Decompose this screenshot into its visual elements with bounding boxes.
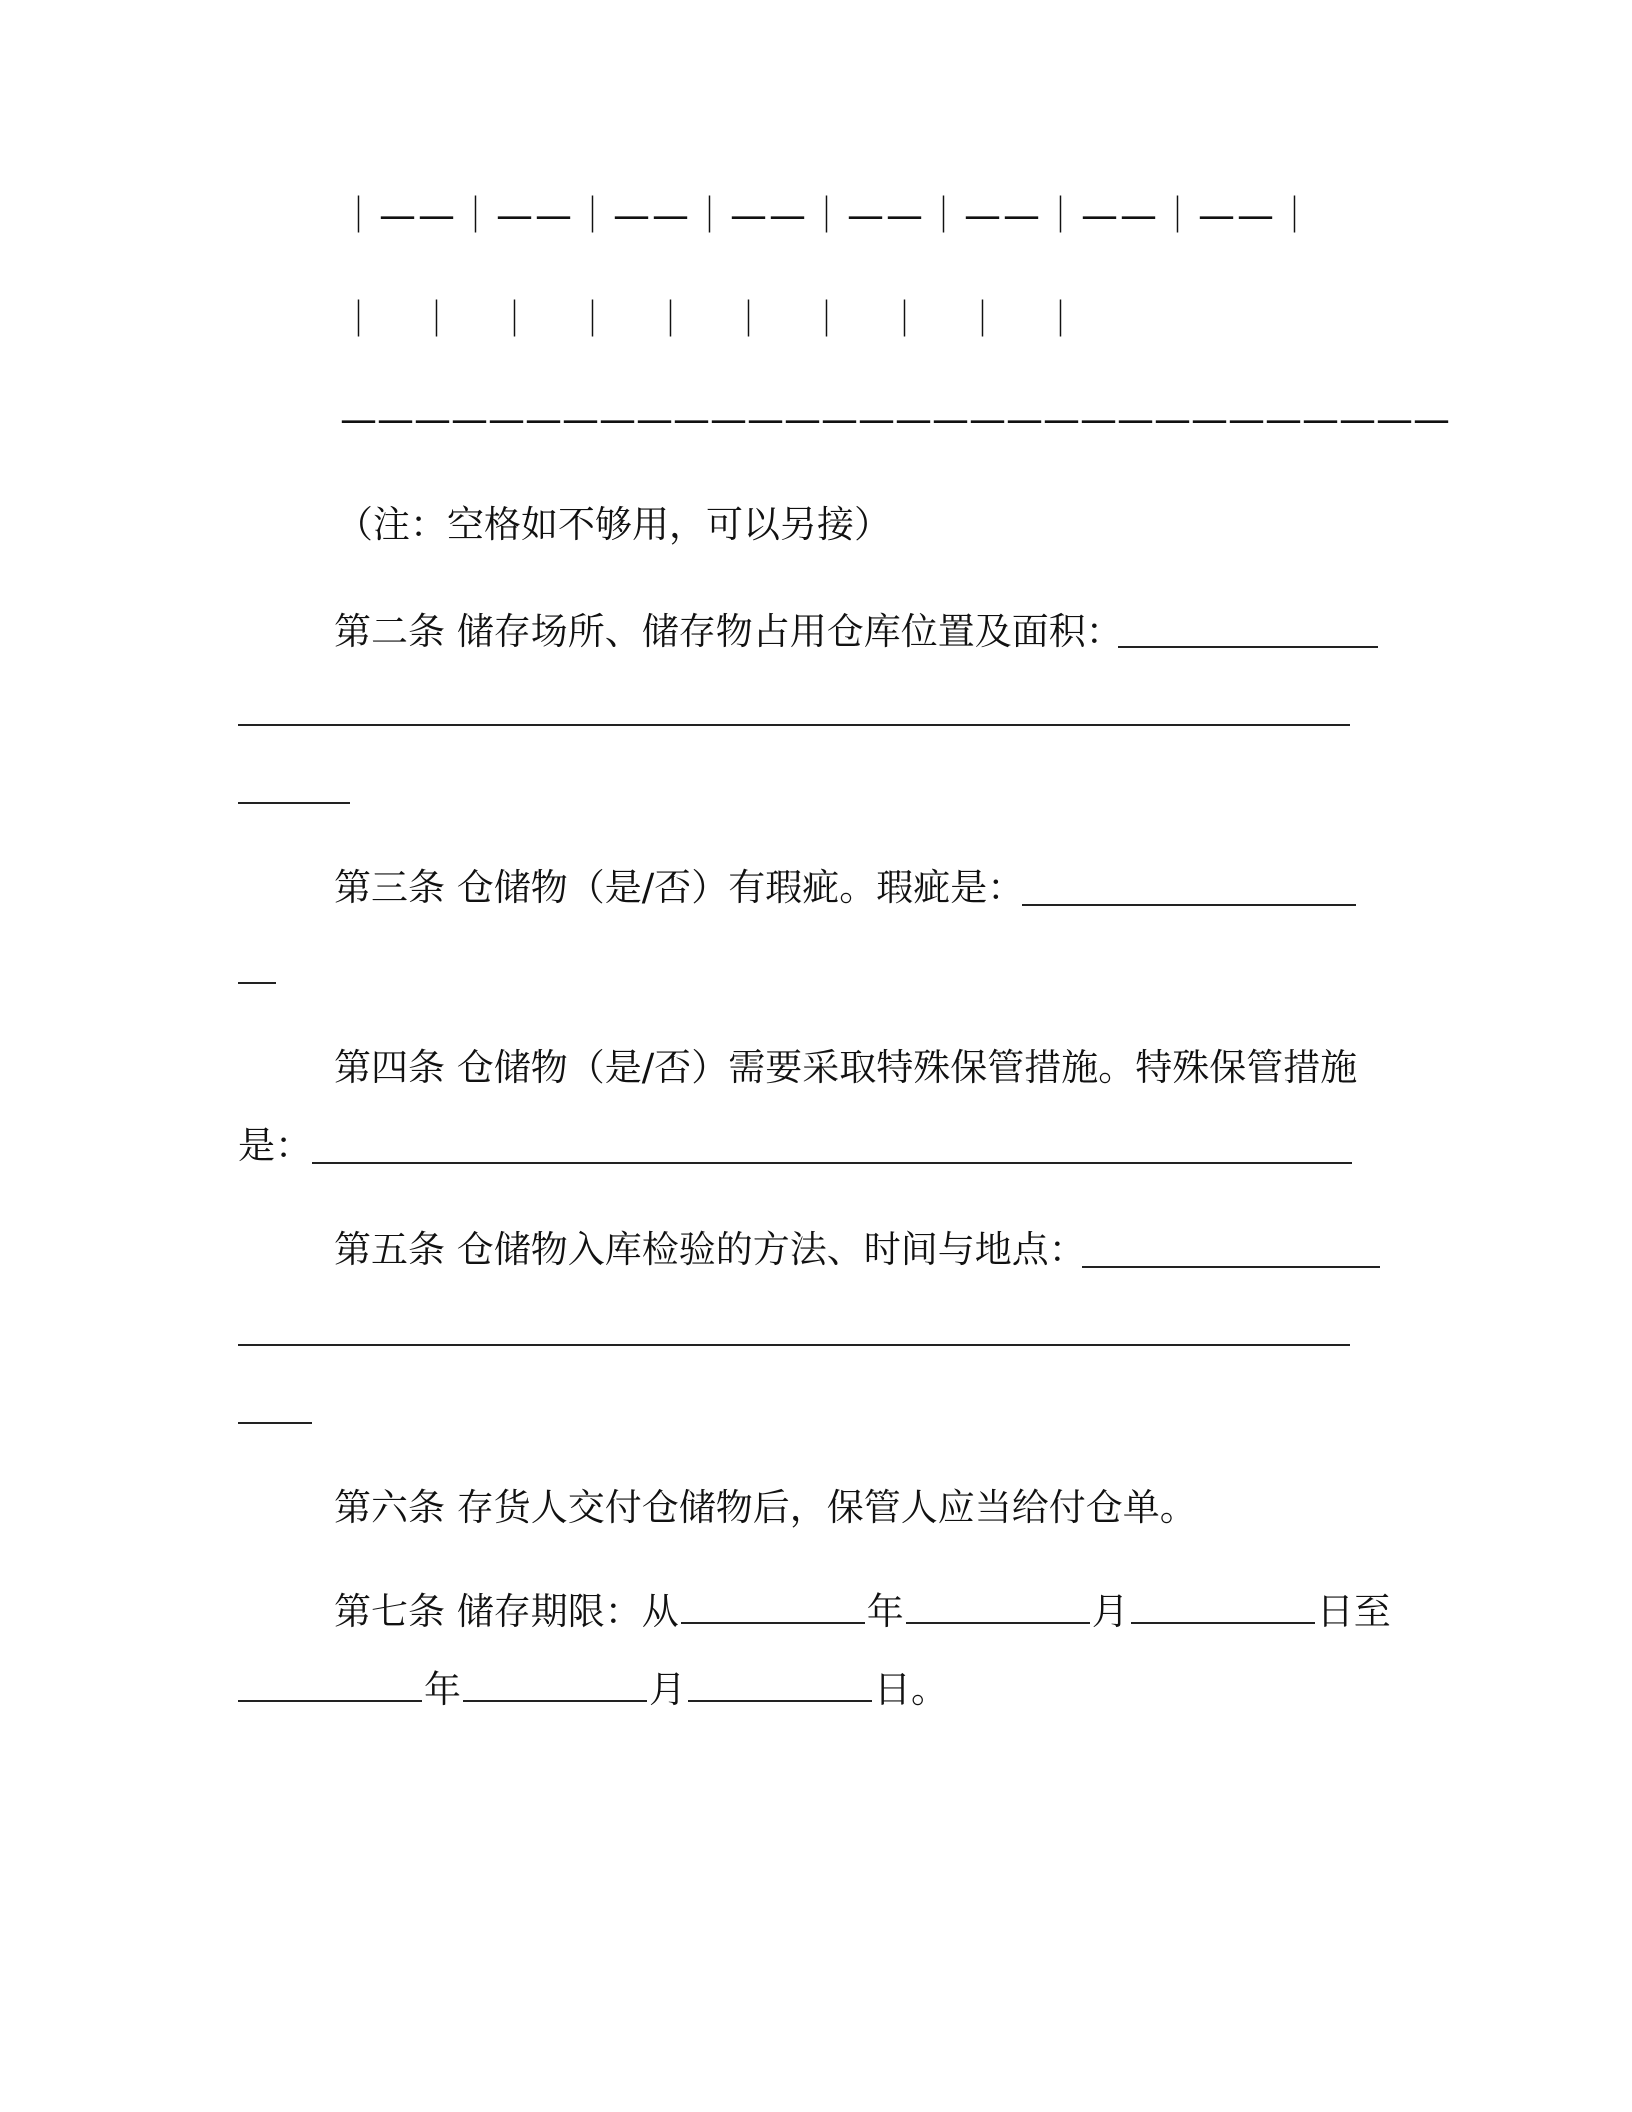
article-3-blank-1[interactable]	[1022, 904, 1356, 906]
start-month-label: 月	[1091, 1590, 1129, 1633]
article-5-blank-2[interactable]	[238, 1344, 1350, 1346]
article-3-blank-2[interactable]	[238, 982, 276, 984]
article-7-label: 第七条	[334, 1590, 445, 1633]
article-7-line-1	[334, 1588, 1391, 1634]
article-5-blank-3[interactable]	[238, 1422, 312, 1424]
end-month-blank[interactable]	[463, 1666, 647, 1702]
article-3-text: 仓储物（是/否）有瑕疵。瑕疵是：	[456, 866, 1025, 909]
article-2-blank-2[interactable]	[238, 724, 1350, 726]
article-3-label: 第三条	[334, 866, 445, 909]
start-year-label: 年	[866, 1590, 904, 1633]
end-year-label: 年	[424, 1668, 461, 1711]
note-text: （注：空格如不够用，可以另接）	[336, 503, 891, 546]
table-row-border: ｜——｜——｜——｜——｜——｜——｜——｜——｜	[340, 194, 1315, 237]
end-day-label: 日。	[874, 1668, 948, 1711]
article-2-label: 第二条	[334, 610, 445, 653]
article-4-label: 第四条	[334, 1046, 445, 1089]
article-7-line-2	[238, 1666, 948, 1712]
start-month-blank[interactable]	[906, 1588, 1090, 1624]
end-year-blank[interactable]	[238, 1666, 422, 1702]
end-day-blank[interactable]	[688, 1666, 872, 1702]
article-2-text: 储存场所、储存物占用仓库位置及面积：	[456, 610, 1123, 653]
article-5-text: 仓储物入库检验的方法、时间与地点：	[456, 1228, 1086, 1271]
article-7-text: 储存期限：从	[456, 1590, 679, 1633]
article-4-blank-1[interactable]	[312, 1162, 1352, 1164]
article-6-text: 存货人交付仓储物后，保管人应当给付仓单。	[456, 1486, 1197, 1529]
article-6-label: 第六条	[334, 1486, 445, 1529]
end-month-label: 月	[649, 1668, 686, 1711]
article-2	[334, 610, 1123, 654]
table-row-cells: ｜ ｜ ｜ ｜ ｜ ｜ ｜ ｜ ｜ ｜	[340, 298, 1081, 341]
article-5	[334, 1228, 1086, 1272]
article-2-blank-1[interactable]	[1118, 646, 1378, 648]
article-3	[334, 866, 1024, 910]
article-5-label: 第五条	[334, 1228, 445, 1271]
article-5-blank-1[interactable]	[1082, 1266, 1380, 1268]
start-year-blank[interactable]	[681, 1588, 865, 1624]
article-2-blank-3[interactable]	[238, 802, 350, 804]
article-4-cont: 是：	[238, 1124, 312, 1167]
article-4-text: 仓储物（是/否）需要采取特殊保管措施。特殊保管措施	[456, 1046, 1358, 1089]
start-day-blank[interactable]	[1131, 1588, 1315, 1624]
start-day-to-label: 日至	[1316, 1590, 1391, 1633]
article-6	[334, 1486, 1197, 1530]
article-4	[334, 1046, 1357, 1090]
table-bottom-border: ——————————————————————————————	[340, 398, 1450, 441]
